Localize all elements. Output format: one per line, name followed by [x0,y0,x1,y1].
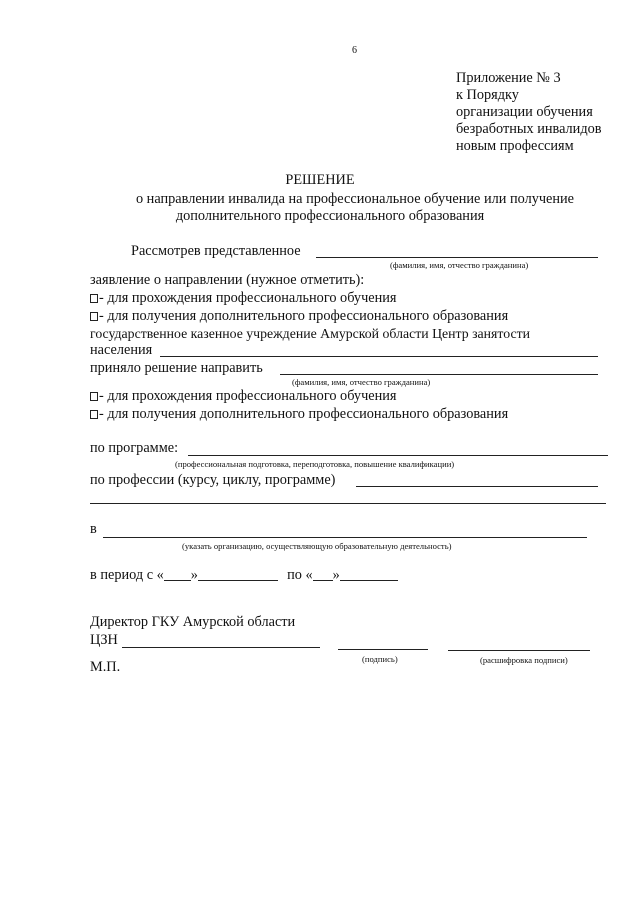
document-title: РЕШЕНИЕ [285,172,355,188]
application-label: заявление о направлении (нужное отметить): [90,272,365,288]
directed-person-hint: (фамилия, имя, отчество гражданина) [292,377,431,387]
period-to-label: по « [287,567,313,583]
decided-label: приняло решение направить [90,360,263,376]
program-hint: (профессиональная подготовка, переподготовка, повышение квалификации) [175,459,455,469]
signature-decoding-hint: (расшифровка подписи) [480,655,568,665]
period-from-month[interactable] [198,566,278,581]
document-subtitle-1: о направлении инвалида на профессиональное обучение или получение [135,191,575,207]
checkbox-education-2[interactable] [90,410,98,419]
option-training-2 [90,388,396,405]
option-training-1 [90,290,396,307]
document-subtitle-2: дополнительного профессионального образования [175,208,485,224]
page-number: 6 [352,45,357,56]
period-to-month[interactable] [340,566,398,581]
in-label: в [90,521,97,537]
program-label: по программе: [90,440,179,456]
option-education-1 [90,308,508,325]
applicant-name-line[interactable] [316,257,598,258]
period-from-quote: » [190,567,198,583]
applicant-name-hint: (фамилия, имя, отчество гражданина) [390,260,529,270]
option-training-1-label: - для прохождения профессионального обучения [99,290,397,306]
profession-label: по профессии (курсу, циклу, программе) [90,472,336,488]
signature-decoding-line[interactable] [448,650,590,651]
appendix-line-1: Приложение № 3 [456,70,561,86]
profession-line[interactable] [356,486,598,487]
director-line-2: ЦЗН [90,632,118,648]
considered-label: Рассмотрев представленное [131,243,301,259]
stamp-label: М.П. [90,659,121,675]
profession-line-2[interactable] [90,503,606,504]
appendix-line-2: к Порядку [456,87,519,103]
period-from-day[interactable] [164,566,191,581]
period-to-day[interactable] [313,566,333,581]
checkbox-training-2[interactable] [90,392,98,401]
program-line[interactable] [188,455,608,456]
director-line-1: Директор ГКУ Амурской области [90,614,296,630]
institution-line-1: государственное казенное учреждение Амурской области Центр занятости [90,326,531,341]
checkbox-training-1[interactable] [90,294,98,303]
institution-line-2: населения [90,342,153,358]
option-education-1-label: - для получения дополнительного профессионального образования [99,308,509,324]
period-from-label: в период с « [90,567,164,583]
organization-hint: (указать организацию, осуществляющую образовательную деятельность) [182,541,452,551]
option-education-2-label: - для получения дополнительного профессионального образования [99,406,509,422]
checkbox-education-1[interactable] [90,312,98,321]
appendix-line-4: безработных инвалидов [456,121,602,137]
organization-line[interactable] [103,537,587,538]
signature-hint: (подпись) [362,654,398,664]
period-to-quote: » [332,567,340,583]
appendix-line-5: новым профессиям [456,138,574,154]
option-training-2-label: - для прохождения профессионального обучения [99,388,397,404]
director-name-line[interactable] [122,647,320,648]
appendix-line-3: организации обучения [456,104,593,120]
period-row [90,566,398,584]
institution-line-blank[interactable] [160,356,598,357]
signature-line[interactable] [338,649,428,650]
option-education-2 [90,406,508,423]
directed-person-line[interactable] [280,374,598,375]
